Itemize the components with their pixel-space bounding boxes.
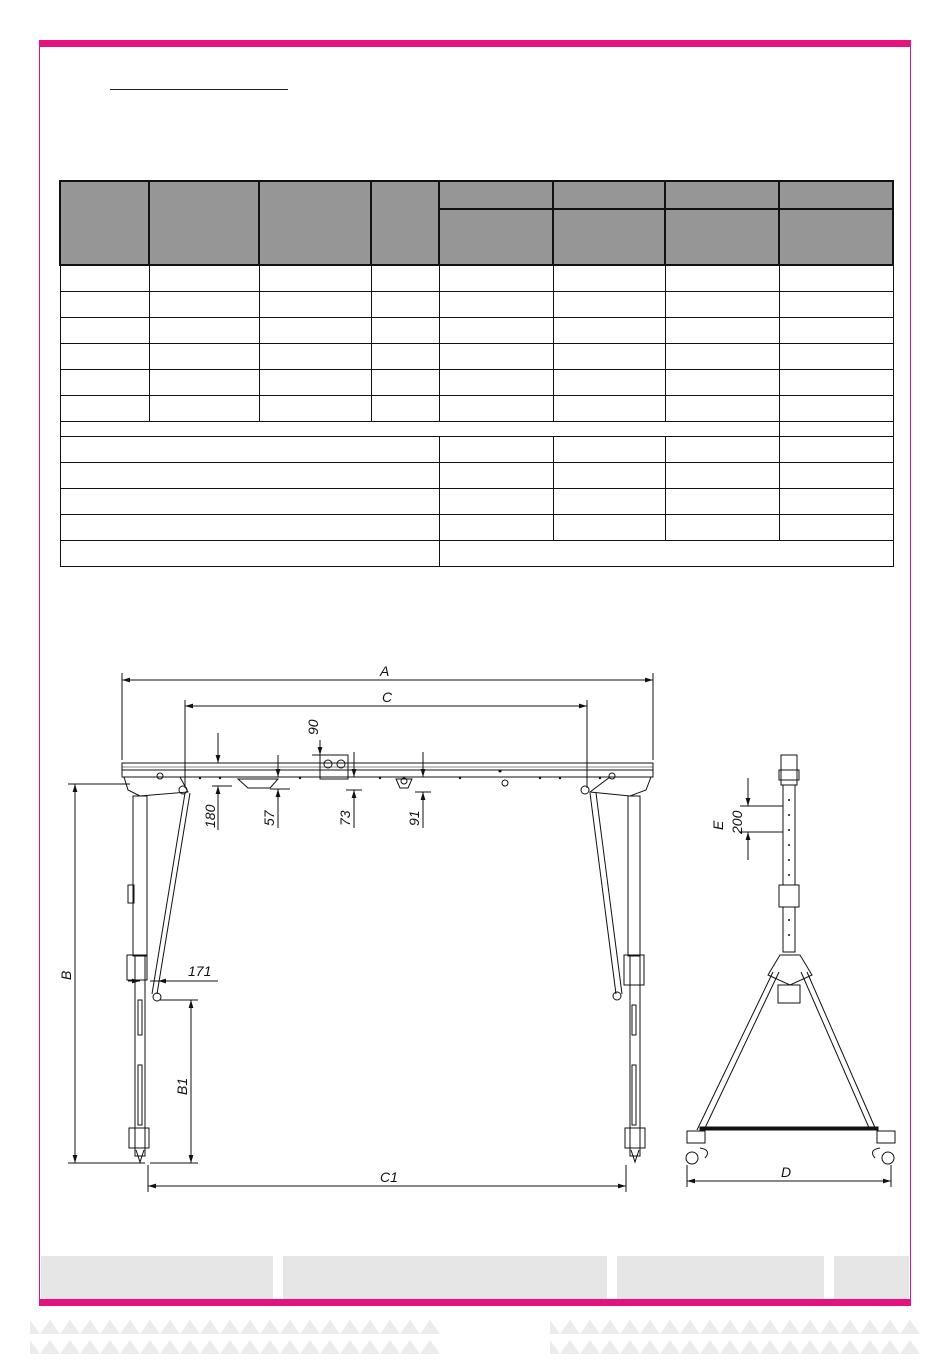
- left-leg-lower: [135, 956, 145, 1156]
- right-gusset: [590, 777, 651, 796]
- left-leg-upper: [133, 796, 147, 956]
- left-gusset: [124, 777, 188, 796]
- label-91: 91: [406, 810, 422, 826]
- right-brace: [590, 793, 616, 994]
- footer-cell: [283, 1256, 607, 1299]
- label-C1: C1: [380, 1169, 398, 1185]
- front-view: [68, 673, 653, 1192]
- label-E: E: [710, 820, 726, 830]
- footer-cell: [41, 1256, 273, 1299]
- label-73: 73: [337, 810, 353, 826]
- label-B1: B1: [174, 1077, 190, 1095]
- left-brace: [152, 793, 185, 994]
- castor-wheel-right: [882, 1152, 894, 1164]
- side-upright-lower: [783, 907, 795, 952]
- label-180: 180: [202, 804, 218, 828]
- side-leg-right: [807, 972, 876, 1130]
- label-A: A: [380, 663, 390, 679]
- label-C: C: [382, 689, 393, 705]
- side-view: [686, 755, 895, 1187]
- label-171: 171: [188, 963, 212, 979]
- label-D: D: [781, 1164, 792, 1180]
- footer-cell: [617, 1256, 824, 1299]
- footer-cell: [834, 1256, 909, 1299]
- label-90: 90: [305, 719, 321, 735]
- label-B: B: [58, 970, 74, 980]
- side-crossbar: [700, 1127, 878, 1130]
- label-200: 200: [729, 810, 745, 834]
- decorative-pattern: [0, 1314, 950, 1360]
- right-leg-upper: [628, 796, 640, 956]
- castor-wheel-left: [686, 1152, 698, 1164]
- trolley: [238, 779, 278, 788]
- right-leg-lower: [630, 956, 640, 1156]
- label-57: 57: [261, 810, 277, 826]
- side-leg-left: [697, 972, 773, 1130]
